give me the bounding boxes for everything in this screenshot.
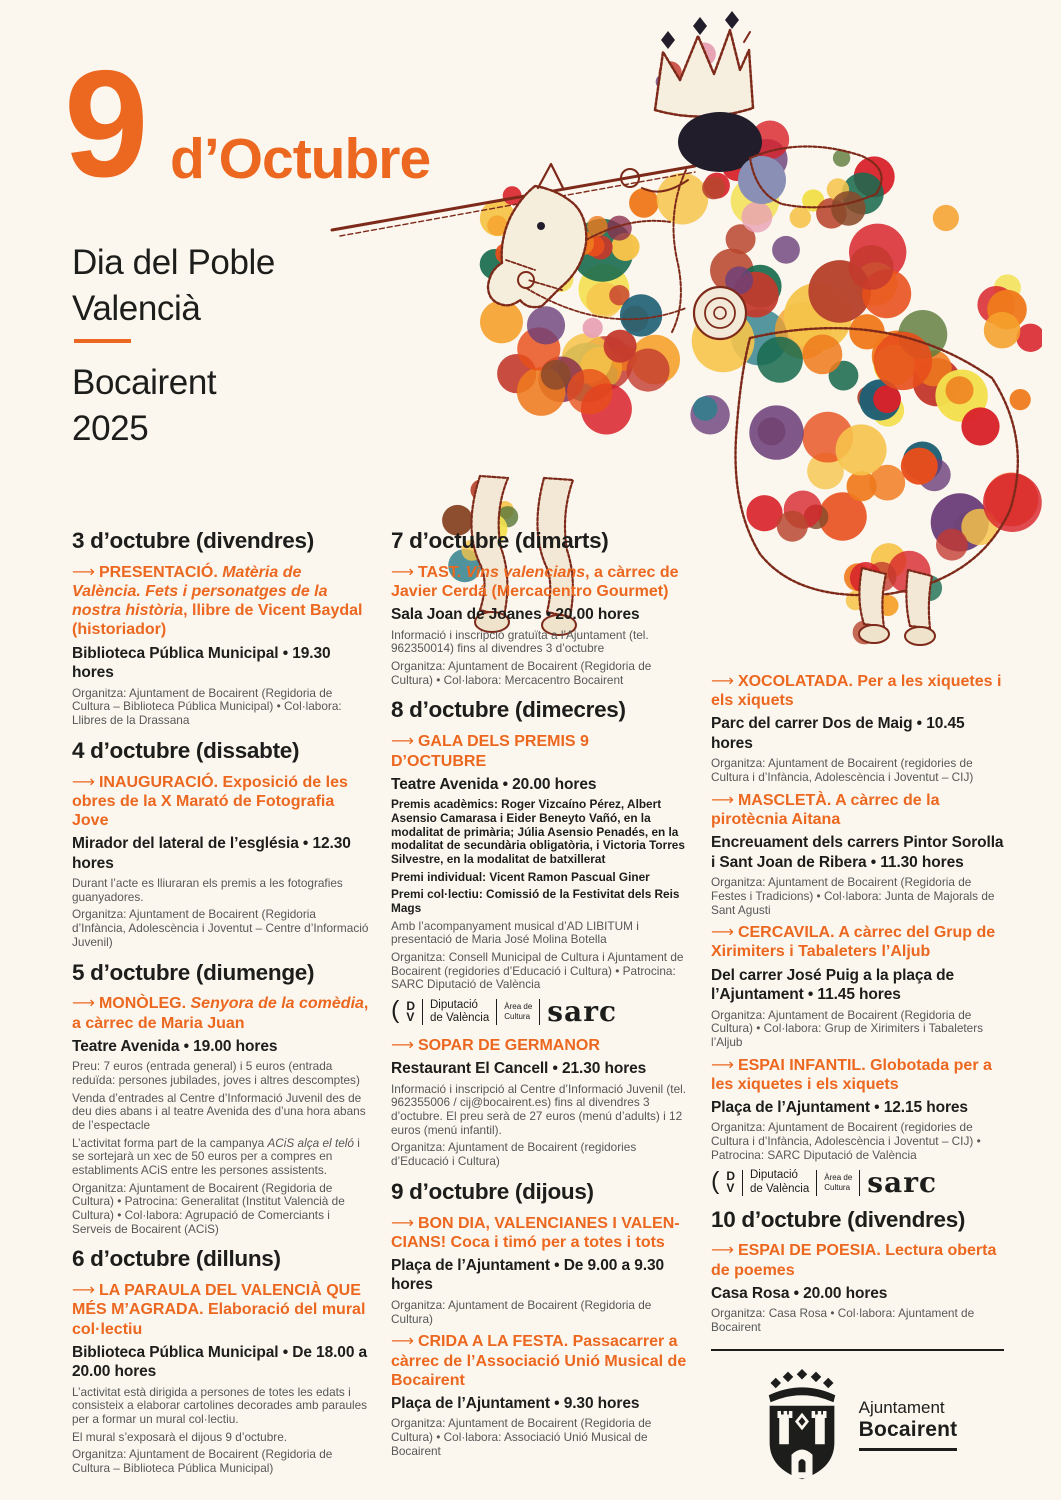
date-heading: 3 d’octubre (divendres)	[72, 528, 314, 553]
event-block	[72, 773, 369, 950]
arrow-icon: ⟶	[391, 733, 413, 751]
venue-time: Del carrer José Puig a la plaça de l’Ajuntament • 11.45 hores	[711, 966, 955, 1004]
note-text: Organitza: Casa Rosa • Col·labora: Ajuntament de Bocairent	[711, 1306, 975, 1334]
title-segment: MASCLETÀ. A càrrec de la pirotècnia Aitana	[711, 791, 940, 828]
event-block	[391, 563, 688, 688]
note-text	[72, 1137, 369, 1178]
note-text: Venda d’entrades al Centre d’Informació Juvenil des de deu dies abans i al teatre Avenida des d’una hora abans de l’espectacle	[72, 1090, 366, 1132]
title-segment: SOPAR DE GERMANOR	[417, 1036, 600, 1054]
event-title	[72, 773, 369, 831]
event-title	[711, 1241, 1004, 1279]
area-line2: Cultura	[824, 1182, 851, 1192]
area-line1: Àrea de	[824, 1172, 853, 1182]
note-text: Organitza: Ajuntament de Bocairent (Regidoria d’Infància, Adolescència i Joventut – Centre d’Informació Juvenil)	[72, 907, 369, 949]
title-segment: , a càrrec de Maria Juan	[72, 995, 369, 1032]
sarc-wordmark: sarc	[547, 994, 617, 1028]
diputacio-label	[750, 1169, 809, 1195]
arrow-icon: ⟶	[72, 995, 94, 1013]
note-text: Organitza: Consell Municipal de Cultura i Ajuntament de Bocairent (regidories d’Educació i Cultura) • Patrocina: SARC Diputació de València	[391, 949, 684, 992]
venue-time: Plaça de l’Ajuntament • De 9.00 a 9.30 hores	[391, 1256, 664, 1294]
diputacio-monogram	[406, 998, 415, 1024]
event-block	[391, 732, 688, 992]
note-text: Organitza: Ajuntament de Bocairent (regidories d’Educació i Cultura)	[391, 1140, 637, 1169]
area-line2: Cultura	[504, 1011, 531, 1021]
ajuntament-bocairent-logo	[711, 1369, 1004, 1481]
title-segment: ESPAI DE POESIA. Lectura oberta de poemes	[711, 1242, 997, 1279]
venue-time: Biblioteca Pública Municipal • De 18.00 a 20.00 hores	[72, 1343, 368, 1381]
diputacio-line2: de València	[430, 1011, 490, 1024]
arrow-icon: ⟶	[711, 1056, 733, 1074]
event-title	[391, 563, 688, 601]
note-text: Organitza: Ajuntament de Bocairent (Regidoria de Cultura) • Patrocina: Generalitat (Institut Valencià de Cultura) • Col·labora: Agrupació de Comerciants i Serveis de Bocairent (ACiS)	[72, 1180, 345, 1236]
arrow-icon: ⟶	[391, 563, 413, 581]
note-text: Amb l’acompanyament musical d’AD LIBITUM i presentació de Maria José Molina Botella	[391, 918, 639, 947]
title-segment: Matèria de València. Fets i personatges de la nostra història	[72, 563, 328, 620]
note-text: Informació i inscripció gratuïta a l’Ajuntament (tel. 962350014) fins al divendres 3 d’octubre	[391, 627, 649, 656]
note-text: Organitza: Ajuntament de Bocairent (Regidoria de Cultura – Biblioteca Pública Municipal) • Col·labora: Llibres de la Drassana	[72, 685, 342, 727]
arrow-icon: ⟶	[711, 673, 733, 690]
event-title	[72, 1281, 369, 1339]
title-segment: CERCAVILA. A càrrec del Grup de Xirimiters i Tabaleters l’Aljub	[711, 924, 996, 961]
date-heading: 10 d’octubre (divendres)	[711, 1206, 966, 1232]
date-heading: 7 d’octubre (dimarts)	[391, 528, 609, 553]
event-block	[391, 1036, 688, 1169]
event-block	[711, 791, 1004, 917]
title-segment: ACiS alça el teló	[267, 1135, 354, 1150]
arrow-icon: ⟶	[391, 1214, 413, 1232]
title-segment: Senyora de la comèdia	[190, 995, 364, 1013]
event-title	[391, 732, 688, 770]
venue-time: Mirador del lateral de l’església • 12.30 hores	[72, 835, 351, 872]
title-segment: , llibre de Vicent Baydal (historiador)	[72, 602, 363, 639]
arrow-icon: ⟶	[391, 1036, 413, 1054]
accent-rule	[74, 339, 131, 343]
note-text: Durant l’acte es lliuraran els premis a les fotografies guanyadores.	[72, 876, 343, 904]
title-segment: CRIDA A LA FESTA. Passacarrer a càrrec de l’Associació Unió Musical de Bocairent	[391, 1333, 687, 1389]
monogram-paren: (	[391, 996, 400, 1025]
note-text: L’activitat està dirigida a persones de totes les edats i consisteix a elaborar cartolines decorades amb paraules per a formar un mural col·lectiu.	[72, 1384, 368, 1427]
edition-line: 2025	[72, 408, 149, 448]
venue-time: Teatre Avenida • 19.00 hores	[72, 1037, 278, 1055]
venue-time: Plaça de l’Ajuntament • 9.30 hores	[391, 1394, 640, 1412]
event-block	[711, 672, 1004, 785]
note-text: Premi individual: Vicent Ramon Pascual Giner	[391, 869, 650, 884]
diputacio-line1: Diputació	[430, 998, 478, 1011]
ajuntament-wordmark	[859, 1398, 958, 1451]
event-block	[391, 1332, 688, 1458]
event-title	[391, 1214, 688, 1252]
title-segment: PRESENTACIÓ.	[98, 563, 223, 581]
event-block	[711, 923, 1004, 1049]
title-segment: Vins valencians	[465, 563, 586, 581]
note-text: El mural s’exposarà el dijous 9 d’octubre.	[72, 1429, 288, 1444]
note-text: Organitza: Ajuntament de Bocairent (Regidoria de Cultura)	[391, 1297, 652, 1326]
title-segment: BON DIA, VALENCIANES I VALEN-CIANS! Coca i timó per a totes i tots	[391, 1214, 680, 1251]
event-title	[391, 1332, 688, 1390]
note-text: Informació i inscripció al Centre d’Informació Juvenil (tel. 962355006 / cij@bocairent.es) fins al divendres 3 d’octubre. El preu serà de 27 euros (menú d’adults) i 12 euros (menú infantil).	[391, 1081, 687, 1137]
event-block	[711, 1056, 1004, 1163]
monogram-d: D	[406, 998, 415, 1013]
event-title	[711, 791, 1004, 829]
title-word: d’Octubre	[170, 127, 431, 191]
subtitle-line: Valencià	[72, 288, 201, 328]
title-segment: INAUGURACIÓ. Exposició de les obres de la X Marató de Fotografia Jove	[72, 773, 348, 829]
venue-time: Parc del carrer Dos de Maig • 10.45 hores	[711, 715, 965, 752]
logo-separator	[742, 1170, 743, 1196]
event-block	[711, 1241, 1004, 1334]
title-segment: , a càrrec de Javier Cerdá (Mercacentro Gourmet)	[391, 563, 679, 601]
arrow-icon: ⟶	[391, 1333, 413, 1351]
title-segment: LA PARAULA DEL VALENCIÀ QUE MÉS M’AGRADA. Elaboració del mural col·lectiu	[72, 1282, 366, 1338]
event-block	[72, 563, 369, 728]
column-2	[391, 528, 688, 1464]
event-title	[711, 923, 1004, 961]
title-segment: GALA DELS PREMIS 9 D’OCTUBRE	[391, 733, 589, 770]
footer-divider	[711, 1349, 1004, 1351]
event-title	[711, 1056, 1004, 1094]
diputacio-monogram	[726, 1171, 735, 1194]
date-heading: 6 d’octubre (dilluns)	[72, 1246, 281, 1272]
title-segment: TAST.	[417, 563, 466, 581]
title-segment: MONÒLEG.	[98, 995, 191, 1013]
logo-separator	[859, 1170, 860, 1196]
note-text: Organitza: Ajuntament de Bocairent (Regidoria de Cultura) • Col·labora: Grup de Xirimiters i Tabaleters l’Aljub	[711, 1007, 984, 1049]
diputacio-line2: de València	[750, 1182, 810, 1195]
poster-subtitle	[72, 240, 275, 331]
arrow-icon: ⟶	[711, 924, 733, 942]
venue-time: Restaurant El Cancell • 21.30 hores	[391, 1060, 647, 1078]
note-text: Premis acadèmics: Roger Vizcaíno Pérez, Albert Asensio Camarasa i Eider Beneyto Vañó, en la modalitat de primària; Júlia Asensio Penadés, en la modalitat de secundària obligatòria, i Victoria Torres Silvestre, en la modalitat de batxillerat	[391, 797, 685, 866]
note-text: Organitza: Ajuntament de Bocairent (Regidoria de Cultura) • Col·labora: Mercacentro Bocairent	[391, 659, 652, 687]
arrow-icon: ⟶	[711, 791, 733, 809]
arrow-icon: ⟶	[72, 773, 94, 791]
date-heading: 8 d’octubre (dimecres)	[391, 697, 626, 723]
date-heading: 5 d’octubre (diumenge)	[72, 959, 315, 985]
diputacio-label	[430, 999, 489, 1025]
monogram-d: D	[726, 1169, 735, 1184]
sarc-diputacio-logo	[391, 994, 688, 1028]
title-segment: XOCOLATADA. Per a les xiquetes i els xiquets	[711, 673, 1002, 710]
edition-line: Bocairent	[72, 363, 217, 402]
bocairent-shield-icon	[758, 1369, 846, 1481]
arrow-icon: ⟶	[72, 1282, 94, 1300]
note-text: Organitza: Ajuntament de Bocairent (regidories de Cultura i d’Infància, Adolescència i Joventut – CIJ) • Patrocina: SARC Diputació de València	[711, 1120, 981, 1162]
event-block	[72, 994, 369, 1236]
note-text: Organitza: Ajuntament de Bocairent (Regidoria de Cultura – Biblioteca Pública Municipal)	[72, 1447, 333, 1476]
diputacio-line1: Diputació	[750, 1169, 798, 1182]
edition-block	[72, 360, 216, 451]
ajuntament-line: Ajuntament	[858, 1398, 945, 1418]
event-title	[72, 563, 369, 640]
venue-time: Sala Joan de Joanes • 20.00 hores	[391, 606, 640, 624]
event-title	[711, 672, 1004, 710]
column-1	[72, 528, 369, 1482]
venue-time: Casa Rosa • 20.00 hores	[711, 1284, 888, 1302]
title-segment: i se sortejarà un xec de 50 euros per a compres en establiments ACiS entre les persones assistents.	[72, 1135, 360, 1177]
title-number: 9	[64, 39, 144, 209]
event-block	[72, 1281, 369, 1476]
arrow-icon: ⟶	[72, 563, 94, 581]
logo-separator	[816, 1170, 817, 1196]
sarc-diputacio-logo	[711, 1165, 1004, 1199]
note-text: Premi col·lectiu: Comissió de la Festivitat dels Reis Mags	[391, 887, 680, 915]
note-text: Organitza: Ajuntament de Bocairent (regidories de Cultura i d’Infància, Adolescència i Joventut – CIJ)	[711, 756, 974, 785]
title-segment: L’activitat forma part de la campanya	[72, 1135, 268, 1150]
monogram-paren: (	[711, 1167, 720, 1195]
logo-separator	[539, 999, 540, 1025]
area-cultura-label	[824, 1173, 852, 1192]
area-line1: Àrea de	[504, 1002, 533, 1012]
event-title	[72, 994, 369, 1032]
date-heading: 9 d’octubre (dijous)	[391, 1178, 594, 1204]
venue-time: Plaça de l’Ajuntament • 12.15 hores	[711, 1098, 968, 1116]
event-block	[391, 1214, 688, 1327]
event-title	[391, 1036, 688, 1055]
venue-time: Encreuament dels carrers Pintor Sorolla i Sant Joan de Ribera • 11.30 hores	[711, 834, 1004, 871]
column-3	[711, 672, 1004, 1481]
venue-time: Teatre Avenida • 20.00 hores	[391, 775, 597, 793]
venue-time: Biblioteca Pública Municipal • 19.30 hores	[72, 644, 331, 682]
area-cultura-label	[504, 1002, 532, 1021]
monogram-v: V	[406, 1009, 415, 1024]
bocairent-line: Bocairent	[858, 1417, 958, 1441]
note-text: Preu: 7 euros (entrada general) i 5 euros (entrada reduïda: persones jubilades, joves i altres descomptes)	[72, 1059, 360, 1087]
date-heading: 4 d’octubre (dissabte)	[72, 737, 300, 763]
note-text: Organitza: Ajuntament de Bocairent (Regidoria de Festes i Tradicions) • Col·labora: Junta de Majorals de Sant Agusti	[711, 875, 995, 917]
subtitle-line: Dia del Poble	[72, 243, 275, 282]
monogram-v: V	[726, 1180, 735, 1195]
note-text: Organitza: Ajuntament de Bocairent (Regidoria de Cultura) • Col·labora: Associació Unió Musical de Bocairent	[391, 1416, 652, 1458]
sarc-wordmark: sarc	[867, 1165, 937, 1199]
arrow-icon: ⟶	[711, 1242, 733, 1260]
title-segment: ESPAI INFANTIL. Globotada per a les xiquetes i els xiquets	[711, 1056, 992, 1093]
logo-separator	[496, 999, 497, 1025]
logo-separator	[422, 999, 423, 1025]
